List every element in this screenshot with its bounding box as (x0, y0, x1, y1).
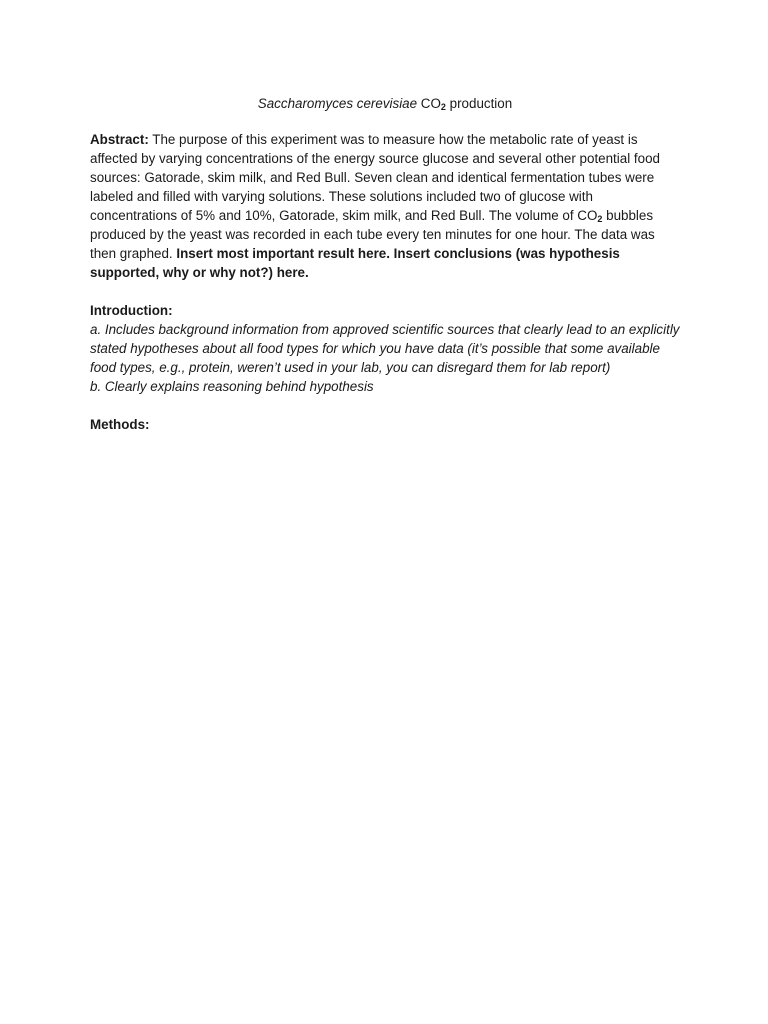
title-co: CO (420, 96, 441, 111)
title-co-subscript: 2 (440, 102, 446, 112)
abstract-text-2: bubbles produced by the yeast was recorded in each tube every ten minutes for one hour. The data was then graphed. (90, 208, 655, 261)
title-tail: production (449, 96, 513, 111)
abstract-section (90, 130, 680, 282)
title-species: Saccharomyces cerevisiae (257, 96, 418, 111)
abstract-text-1: The purpose of this experiment was to measure how the metabolic rate of yeast is affected by varying concentrations of the energy source glucose and several other potential food sources: Gatorade, skim milk, and Red Bull. Seven clean and identical fermentation tubes were labeled and filled with varying solutions. These solutions included two of glucose with concentrations of 5% and 10%, Gatorade, skim milk, and Red Bull. The volume of CO (90, 132, 660, 223)
document-title (90, 94, 680, 113)
abstract-co-subscript: 2 (597, 214, 603, 224)
introduction-item-b: b. Clearly explains reasoning behind hypothesis (90, 379, 374, 394)
document-body (90, 94, 680, 453)
abstract-label: Abstract: (90, 132, 149, 147)
abstract-placeholder: Insert most important result here. Insert conclusions (was hypothesis supported, why or why not?) here. (90, 246, 620, 280)
methods-section (90, 415, 680, 434)
introduction-heading: Introduction: (90, 303, 173, 318)
introduction-item-a: a. Includes background information from approved scientific sources that clearly lead to an explicitly stated hypotheses about all food types for which you have data (it’s possible that some available food types, e.g., protein, weren’t used in your lab, you can disregard them for lab report) (90, 322, 680, 375)
methods-heading: Methods: (90, 417, 150, 432)
abstract-paragraph (90, 130, 680, 282)
introduction-section (90, 301, 680, 396)
